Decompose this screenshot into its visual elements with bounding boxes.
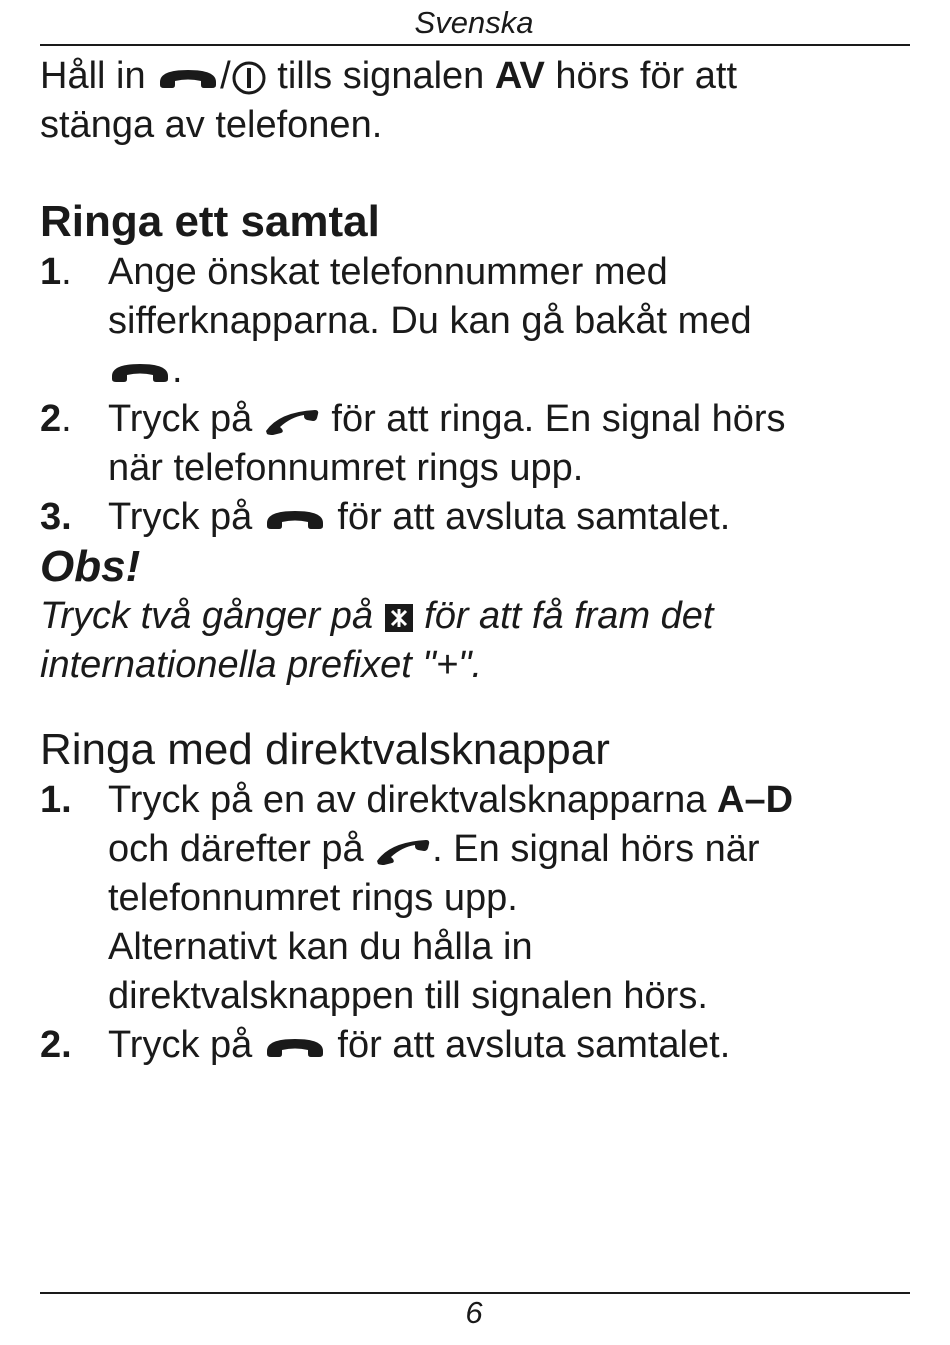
note-title: Obs! [40,542,141,591]
list-item [40,493,920,542]
item-text: . [108,346,920,395]
list-number: 1. [40,779,72,821]
item-text: sifferknapparna. Du kan gå bakåt med [108,300,752,342]
item-text: telefonnumret rings upp. [108,877,518,919]
item-text: Tryck på en av direktvalsknapparna A–D [108,779,794,821]
star-key-icon [384,603,414,633]
end-call-icon [108,359,172,385]
call-icon [374,836,432,866]
page-content [40,52,920,1070]
section-title-ringa-ett-samtal: Ringa ett samtal [40,197,380,246]
intro-line-2: stänga av telefonen. [40,104,383,146]
header-rule [40,44,910,46]
intro-text: tills signalen [277,55,485,97]
list-item [40,248,920,395]
item-text: Tryck på för att avsluta samtalet. [108,496,731,538]
intro-slash: / [220,55,231,97]
power-icon [231,60,267,96]
list-item [40,776,920,1021]
page-number: 6 [465,1295,483,1330]
end-call-icon [263,506,327,532]
item-text: Tryck på för att avsluta samtalet. [108,1024,731,1066]
item-text: Alternativt kan du hålla in [108,926,533,968]
call-icon [263,406,321,436]
note-text: Tryck två gånger på för att få fram det [40,595,714,637]
item-text: Ange önskat telefonnummer med [108,251,668,293]
item-text: när telefonnumret rings upp. [108,447,584,489]
section-title-ringa-med-direktvalsknappar: Ringa med direktvalsknappar [40,725,610,774]
list-number: 2. [40,1024,72,1066]
item-text: och därefter på . En signal hörs när [108,828,760,870]
list-number: 2. [40,398,72,440]
list-number: 3. [40,496,72,538]
page-header: Svenska [414,5,534,40]
intro-line-1 [40,52,920,101]
list-item [40,1021,920,1070]
intro-text: Håll in [40,55,146,97]
item-text: direktvalsknappen till signalen hörs. [108,975,708,1017]
item-text: Tryck på för att ringa. En signal hörs [108,398,786,440]
intro-text: hörs för att [555,55,738,97]
list-number: 1. [40,251,72,293]
end-call-icon [263,1034,327,1060]
intro-bold-av: AV [494,55,545,97]
end-call-icon [156,65,220,91]
list-item [40,395,920,493]
note-text: internationella prefixet "+". [40,644,483,686]
